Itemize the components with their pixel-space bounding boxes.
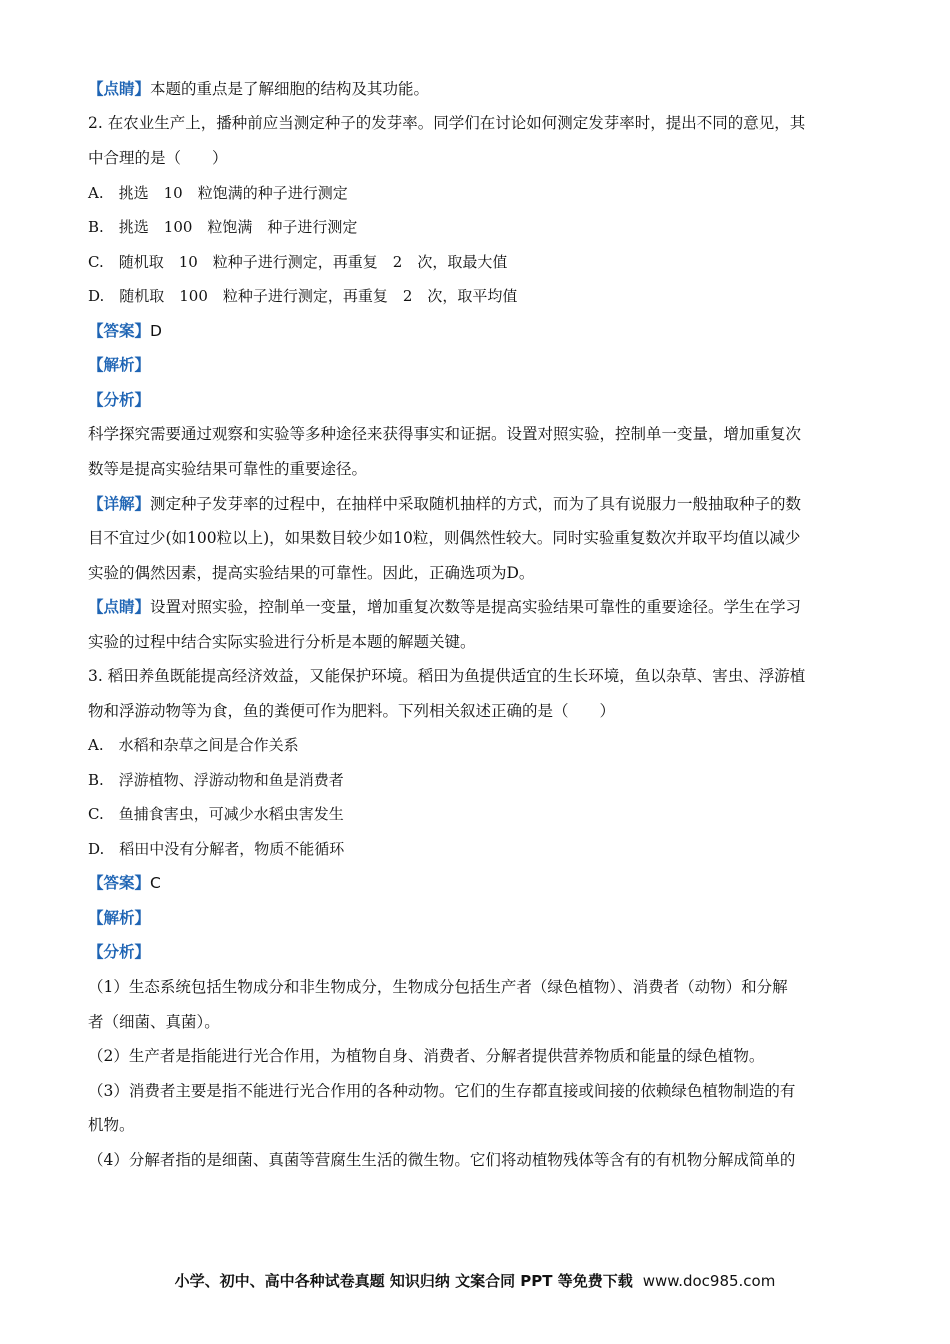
text-line [88, 355, 150, 375]
text-line [88, 873, 161, 893]
line-text: 目不宜过少(如100粒以上)，如果数目较少如10粒，则偶然性较大。同时实验重复数次并取平均值以减少 [88, 529, 801, 547]
line-text: B. 挑选 100 粒饱满 种子进行测定 [88, 218, 358, 236]
text-line [88, 942, 150, 962]
text-line [88, 494, 801, 514]
section-tag: 【点睛】 [88, 598, 151, 616]
line-text: 科学探究需要通过观察和实验等多种途径来获得事实和证据。设置对照实验，控制单一变量，增加重复次 [88, 425, 802, 443]
line-text: D. 稻田中没有分解者，物质不能循环 [88, 840, 345, 858]
text-line [88, 321, 162, 341]
line-text: （3）消费者主要是指不能进行光合作用的各种动物。它们的生存都直接或间接的依赖绿色植物制造的有 [88, 1082, 796, 1100]
text-line [88, 1012, 220, 1032]
footer-text: 小学、初中、高中各种试卷真题 知识归纳 文案合同 PPT 等免费下载 [174, 1272, 633, 1290]
section-tag: 【详解】 [88, 495, 151, 513]
text-line [88, 390, 150, 410]
text-line [88, 563, 534, 583]
text-line [88, 597, 801, 617]
section-tag: 【点睛】 [88, 80, 151, 98]
text-line [88, 666, 805, 686]
section-tag: 【答案】 [88, 322, 151, 340]
line-text: 实验的偶然因素，提高实验结果的可靠性。因此，正确选项为D。 [88, 564, 535, 582]
text-line [88, 286, 517, 306]
text-line [88, 424, 801, 444]
text-line [88, 183, 348, 203]
text-line [88, 217, 357, 237]
line-text: 数等是提高实验结果可靠性的重要途径。 [88, 460, 368, 478]
line-text: （2）生产者是指能进行光合作用，为植物自身、消费者、分解者提供营养物质和能量的绿色植物。 [88, 1047, 765, 1065]
line-text: 3. 稻田养鱼既能提高经济效益，又能保护环境。稻田为鱼提供适宜的生长环境，鱼以杂草、害虫、浮游植 [88, 667, 806, 685]
section-tag: 【分析】 [88, 943, 151, 961]
line-text: A. 水稻和杂草之间是合作关系 [88, 736, 299, 754]
text-line [88, 908, 150, 928]
line-text: 机物。 [88, 1116, 135, 1134]
text-line [88, 459, 367, 479]
text-line [88, 528, 800, 548]
text-line [88, 252, 507, 272]
text-line [88, 735, 299, 755]
line-text: B. 浮游植物、浮游动物和鱼是消费者 [88, 771, 344, 789]
text-line [88, 1150, 795, 1170]
text-line [88, 113, 805, 133]
text-line [88, 1081, 795, 1101]
line-text: 物和浮游动物等为食，鱼的粪便可作为肥料。下列相关叙述正确的是（ ） [88, 702, 616, 720]
section-tag: 【解析】 [88, 909, 151, 927]
line-text: A. 挑选 10 粒饱满的种子进行测定 [88, 184, 348, 202]
text-line [88, 839, 344, 859]
line-text: C. 随机取 10 粒种子进行测定，再重复 2 次，取最大值 [88, 253, 508, 271]
footer-banner [0, 1270, 950, 1291]
line-text: D. 随机取 100 粒种子进行测定，再重复 2 次，取平均值 [88, 287, 518, 305]
line-text: 测定种子发芽率的过程中，在抽样中采取随机抽样的方式，而为了具有说服力一般抽取种子的数 [150, 495, 802, 513]
text-line [88, 632, 476, 652]
text-line [88, 977, 788, 997]
text-line [88, 148, 228, 168]
text-line [88, 79, 429, 99]
text-line [88, 1046, 764, 1066]
footer-url[interactable]: www.doc985.com [642, 1272, 776, 1290]
line-text: （1）生态系统包括生物成分和非生物成分，生物成分包括生产者（绿色植物）、消费者（动物）和分解 [88, 978, 788, 996]
line-text: C. 鱼捕食害虫，可减少水稻虫害发生 [88, 805, 344, 823]
line-text: C [150, 874, 161, 892]
line-text: 设置对照实验，控制单一变量，增加重复次数等是提高实验结果可靠性的重要途径。学生在学习 [150, 598, 802, 616]
line-text: 者（细菌、真菌）。 [88, 1013, 220, 1031]
section-tag: 【答案】 [88, 874, 151, 892]
line-text: 本题的重点是了解细胞的结构及其功能。 [150, 80, 430, 98]
line-text: （4）分解者指的是细菌、真菌等营腐生生活的微生物。它们将动植物残体等含有的有机物分解成简单的 [88, 1151, 796, 1169]
line-text: D [150, 322, 162, 340]
text-line [88, 770, 344, 790]
section-tag: 【分析】 [88, 391, 151, 409]
text-line [88, 1115, 135, 1135]
line-text: 中合理的是（ ） [88, 149, 228, 167]
line-text: 实验的过程中结合实际实验进行分析是本题的解题关键。 [88, 633, 476, 651]
line-text: 2. 在农业生产上，播种前应当测定种子的发芽率。同学们在讨论如何测定发芽率时，提出不同的意见，其 [88, 114, 806, 132]
text-line [88, 701, 615, 721]
text-line [88, 804, 344, 824]
section-tag: 【解析】 [88, 356, 151, 374]
